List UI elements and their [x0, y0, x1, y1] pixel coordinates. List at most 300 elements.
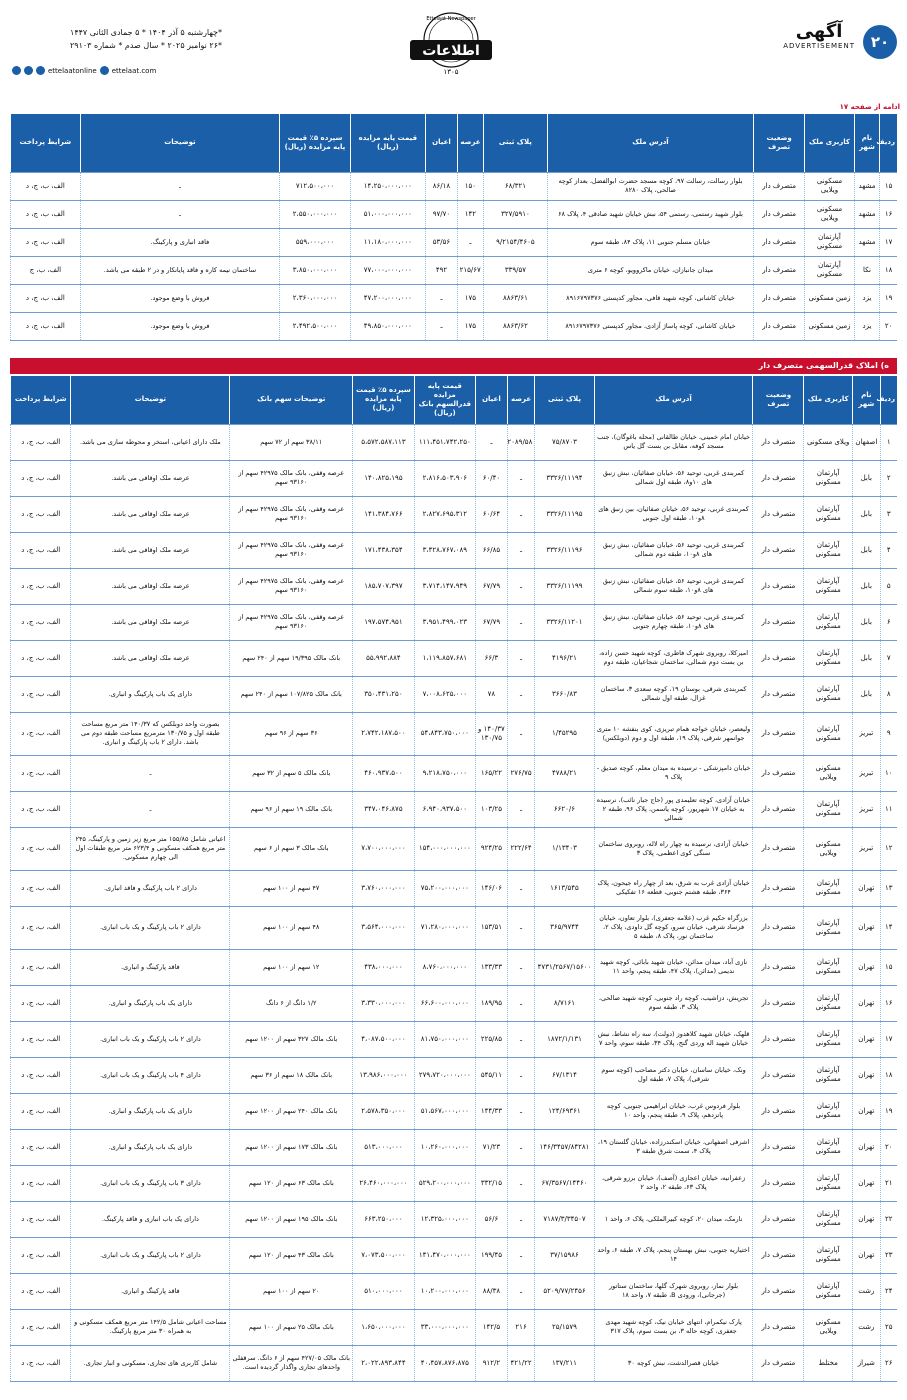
table-cell: ۲۴	[880, 1273, 897, 1309]
table-cell: شیراز	[853, 1345, 881, 1381]
table-cell: بانک مالک ۱۷۳ سهم از ۱۲۰۰ سهم	[230, 1129, 353, 1165]
table-cell: ـ	[507, 949, 535, 985]
table-cell: ۸۶/۱۸	[425, 172, 457, 200]
table-cell: ۴۸ سهم از ۱۰۰ سهم	[230, 906, 353, 949]
table-cell: آپارتمان مسکونی	[804, 640, 853, 676]
table-cell: فروش با وضع موجود.	[80, 312, 279, 340]
table-cell: ۷۱/۲۳	[476, 1129, 508, 1165]
table-cell: ۱۴۴/۳۳	[476, 1093, 508, 1129]
table-cell: اشرفی اصفهانی، خیابان اسکندرزاده، خیابان گلستان ۱۹، پلاک ۴، سمت شرق طبقه ۳	[594, 1129, 753, 1165]
table-cell: متصرف دار	[753, 712, 804, 755]
newspaper-logo	[396, 6, 506, 78]
table-cell: ۴۱۹۶/۲۱	[535, 640, 594, 676]
column-header: کاربری ملک	[804, 376, 853, 424]
table-2-header	[11, 376, 898, 424]
table-cell: ۱۴۶/۰۶	[476, 870, 508, 906]
table-cell: دارای ۲ باب پارکینگ و یک باب انباری.	[71, 1237, 230, 1273]
table-cell: ۷۵/۸۷۰۳	[535, 424, 594, 460]
table-cell: ۶۷/۷۹	[476, 568, 508, 604]
table-cell: آپارتمان مسکونی	[804, 949, 853, 985]
table-cell: ۴۹۲	[425, 256, 457, 284]
table-cell: ۲۲۲/۶۴	[507, 827, 535, 870]
table-row	[11, 1273, 898, 1309]
table-cell: ۹۷/۷۰	[425, 200, 457, 228]
table-cell: ۱۳	[880, 870, 897, 906]
table-cell: الف، ب، ج، د	[11, 460, 71, 496]
table-cell: آپارتمان مسکونی	[804, 460, 853, 496]
table-cell: بانک مالک ۶۳ سهم از ۱۲۰ سهم	[230, 1165, 353, 1201]
table-cell: نازی آباد، میدان مدائن، خیابان شهید بابائی، کوچه شهید ندیمی (مدائن)، پلاک ۴۷، طبقه پنجم، واحد ۱۱	[594, 949, 753, 985]
table-cell: ۱۱	[880, 791, 897, 827]
table-cell: ۱۰۳/۲۵	[476, 791, 508, 827]
table-cell: ـ	[507, 676, 535, 712]
table-cell: ۵۴۵/۱۱	[476, 1057, 508, 1093]
table-cell: عرصه ملک اوقافی می باشد.	[71, 568, 230, 604]
table-cell: ساختمان نیمه کاره و فاقد پایانکار و در ۲ طبقه می باشد.	[80, 256, 279, 284]
table-cell: ۶۶۳،۲۵۰،۰۰۰	[353, 1201, 414, 1237]
table-row	[11, 1021, 898, 1057]
table-cell: ۳۲۷/۵۹۱۰	[483, 200, 547, 228]
table-cell: ۲،۳۶۰،۰۰۰،۰۰۰	[280, 284, 351, 312]
table-cell: ۵۲۹،۲۰۰،۰۰۰،۰۰۰	[414, 1165, 475, 1201]
table-1-header	[11, 114, 898, 172]
table-cell: ۶۶۲۰/۶	[535, 791, 594, 827]
table-cell: متصرف دار	[753, 1273, 804, 1309]
table-cell: متصرف دار	[753, 256, 804, 284]
table-cell: خیابان قصرالدشت، نبش کوچه ۳۰	[594, 1345, 753, 1381]
table-cell: الف، ب، ج، د	[11, 827, 71, 870]
table-cell: متصرف دار	[753, 1201, 804, 1237]
column-header: سپرده ۵٪ قیمت پایه مزایده (ریال)	[280, 114, 351, 172]
table-cell: ۲۲۵/۸۵	[476, 1021, 508, 1057]
table-cell: ـ	[507, 640, 535, 676]
table-row	[11, 1201, 898, 1237]
table-cell: ۱۸۵،۷۰۷،۳۹۷	[353, 568, 414, 604]
table-cell: شامل کاربری های تجاری، مسکونی و انبار تجاری.	[71, 1345, 230, 1381]
table-cell: الف، ب، ج، د	[11, 496, 71, 532]
table-cell: ۴،۰۸۷،۵۰۰،۰۰۰	[353, 1021, 414, 1057]
table-cell: یزد	[854, 284, 880, 312]
table-cell: ۲۱۵/۶۷	[458, 256, 484, 284]
table-cell: مسکونی ویلایی	[805, 200, 854, 228]
table-cell: ۷۵،۲۰۰،۰۰۰،۰۰۰	[414, 870, 475, 906]
table-cell: اصفهان	[853, 424, 881, 460]
table-cell: ـ	[507, 1273, 535, 1309]
table-cell: ـ	[80, 200, 279, 228]
table-cell: مختلط	[804, 1345, 853, 1381]
table-cell: الف، ب، ج، د	[11, 755, 71, 791]
table-cell: ۳۳۲۶/۱۱۱۹۴	[535, 460, 594, 496]
table-cell: ۵۳/۵۶	[425, 228, 457, 256]
table-cell: بانک مالک ۱۰۷/۸۲۵ سهم از ۲۴۰ سهم	[230, 676, 353, 712]
table-cell: ۴۷،۲۰۰،۰۰۰،۰۰۰	[350, 284, 425, 312]
table-cell: ونک، خیابان ساسان، خیابان دکتر مصاحب (کوچه سوم شرقی)، پلاک ۷، طبقه اول	[594, 1057, 753, 1093]
table-row	[11, 827, 898, 870]
table-row	[11, 1093, 898, 1129]
column-header: نام شهر	[853, 376, 881, 424]
table-cell: متصرف دار	[753, 870, 804, 906]
column-header: آدرس ملک	[548, 114, 754, 172]
table-row	[11, 496, 898, 532]
table-cell: ۶۷/۱۳۱۴	[535, 1057, 594, 1093]
table-cell: مشهد	[854, 172, 880, 200]
table-cell: دارای ۳ باب پارکینگ و یک باب انباری.	[71, 1165, 230, 1201]
table-cell: ۱۵۴،۰۰۰،۰۰۰،۰۰۰	[414, 827, 475, 870]
table-row	[11, 424, 898, 460]
continuation-note: ادامه از صفحه ۱۷	[839, 103, 900, 111]
table-cell: بانک مالک ۱۸ سهم از ۳۶ سهم	[230, 1057, 353, 1093]
table-cell: عرصه ملک اوقافی می باشد.	[71, 640, 230, 676]
table-cell: متصرف دار	[753, 791, 804, 827]
table-cell: آپارتمان مسکونی	[804, 1129, 853, 1165]
table-cell: الف، ب، ج، د	[11, 172, 81, 200]
column-header: شرایط پرداخت	[11, 376, 71, 424]
table-cell: آپارتمان مسکونی	[804, 906, 853, 949]
table-cell: آپارتمان مسکونی	[804, 791, 853, 827]
table-cell: ـ	[71, 755, 230, 791]
table-cell: ۵	[880, 568, 897, 604]
table-row	[11, 568, 898, 604]
table-cell: ۳۵۰،۴۳۱،۲۵۰	[353, 676, 414, 712]
table-row	[11, 200, 898, 228]
table-cell: بلوار فردوس غرب، خیابان ابراهیمی جنوبی، کوچه پانزدهم، پلاک ۹، طبقه پنجم، واحد ۱۰	[594, 1093, 753, 1129]
table-cell: پارک نیکمرام، انتهای خیابان نیک، کوچه شهید مهدی جعفری، کوچه حاله ۳، بن بست سوم، پلاک ۳۱۷	[594, 1309, 753, 1345]
table-row	[11, 1345, 898, 1381]
table-cell: ۱۴۲	[458, 200, 484, 228]
table-cell: کمربندی غربی، توحید ۵۶، خیابان صفائیان، نبش زنبق های ۸و۱۰، طبقه چهارم جنوبی	[594, 604, 753, 640]
table-cell: متصرف دار	[753, 568, 804, 604]
table-cell: ۵۱۰،۰۰۰،۰۰۰	[353, 1273, 414, 1309]
table-cell: متصرف دار	[753, 1057, 804, 1093]
table-cell: ـ	[507, 460, 535, 496]
table-cell: ۱۰،۲۶۰،۰۰۰،۰۰۰	[414, 1129, 475, 1165]
column-header: قیمت پایه مزایده (ریال)	[350, 114, 425, 172]
table-cell: ۳۳۲۶/۱۱۱۹۶	[535, 532, 594, 568]
table-cell: بلوار رسالت، رسالت ۹۷، کوچه مسجد حضرت ابوالفضل، بعداز کوچه صالحی، پلاک ۸۲۸۰	[548, 172, 754, 200]
table-cell: متصرف دار	[753, 640, 804, 676]
table-cell: الف، ب، ج، د	[11, 712, 71, 755]
table-cell: ویلای مسکونی	[804, 424, 853, 460]
table-cell: ۱۴۲/۵	[476, 1309, 508, 1345]
table-cell: نکا	[854, 256, 880, 284]
table-cell: ۳،۴۲۸،۷۶۷،۰۸۹	[414, 532, 475, 568]
table-cell: آپارتمان مسکونی	[804, 712, 853, 755]
table-cell: تهران	[853, 1057, 881, 1093]
table-cell: الف، ب، ج، د	[11, 1057, 71, 1093]
column-header: اعیان	[476, 376, 508, 424]
table-cell: خیابان دامپزشکی - نرسیده به میدان معلم، کوچه صدیق - پلاک ۹	[594, 755, 753, 791]
table-cell: ـ	[425, 284, 457, 312]
table-cell: ۱۵۳/۵۱	[476, 906, 508, 949]
table-cell: الف، ب، ج، د	[11, 424, 71, 460]
table-cell: مسکونی ویلایی	[805, 172, 854, 200]
table-cell: ۱۴۶/۳۴۵۷/۸۴۲۸۱	[535, 1129, 594, 1165]
site-link-1[interactable]: ettelaatonline	[48, 66, 97, 75]
table-cell: تبریز	[853, 791, 881, 827]
advertisement-label	[783, 22, 855, 50]
table-cell: میدان جانبازان، خیابان ماکروویو، کوچه ۶ متری	[548, 256, 754, 284]
table-cell: الف، ب، ج، د	[11, 532, 71, 568]
table-cell: تبریز	[853, 755, 881, 791]
table-cell: ۹،۲۱۸،۷۵۰،۰۰۰	[414, 755, 475, 791]
table-cell: تجریش، دزاشیب، کوچه راد جنوبی، کوچه شهید صالحی، پلاک ۳، طبقه سوم	[594, 985, 753, 1021]
table-cell: الف، ب، ج، د	[11, 791, 71, 827]
table-cell: متصرف دار	[753, 604, 804, 640]
table-cell: ۴۹،۸۵۰،۰۰۰،۰۰۰	[350, 312, 425, 340]
table-cell: ۱۶	[880, 985, 897, 1021]
table-cell: ـ	[507, 1093, 535, 1129]
table-cell: دارای یک باب پارکینگ و انباری.	[71, 985, 230, 1021]
table-cell: ۲۷۶/۷۵	[507, 755, 535, 791]
table-cell: ۴	[880, 532, 897, 568]
table-cell: بابل	[853, 604, 881, 640]
table-cell: فروش با وضع موجود.	[80, 284, 279, 312]
table-cell: بانک مالک ۴۲۷/۰۵ سهم از ۶ دانگ. سرقفلی واحدهای تجاری واگذار گردیده است.	[230, 1345, 353, 1381]
table-cell: دارای ۴ باب پارکینگ و یک باب انباری.	[71, 1057, 230, 1093]
table-cell: ۳۶ سهم از ۹۶ سهم	[230, 712, 353, 755]
table-cell: بصورت واحد دوبلکس که ۱۴۰/۳۷ متر مربع مساحت طبقه اول و ۱۳۰/۷۵ مترمربع مساحت طبقه دوم می باشد. دارای ۲ باب پارکینگ و انباری.	[71, 712, 230, 755]
table-row	[11, 712, 898, 755]
table-cell: ۴۷۸۸/۲۱	[535, 755, 594, 791]
property-table-1	[10, 114, 897, 341]
table-cell: ۱۲	[880, 827, 897, 870]
table-cell: رشت	[853, 1309, 881, 1345]
table-cell: آپارتمان مسکونی	[804, 568, 853, 604]
table-cell: دارای یک باب انباری و فاقد پارکینگ.	[71, 1201, 230, 1237]
table-cell: ۳۳۲/۱۵	[476, 1165, 508, 1201]
table-cell: خیابان آزادی، کوچه تعلیمدی پور (حاج جبار نائب)، نرسیده به خیابان ۱۷ شهریور، کوچه یاسمن، پلاک ۹۶، طبقه ۲ شمالی	[594, 791, 753, 827]
table-cell: فاقد پارکینگ و انباری.	[71, 949, 230, 985]
table-cell: الف، ب، ج، د	[11, 985, 71, 1021]
table-cell: الف، ب، ج، د	[11, 676, 71, 712]
table-cell: ۵۲۰۹/۷۷/۲۴۵۶	[535, 1273, 594, 1309]
table-cell: ـ	[507, 496, 535, 532]
table-cell: متصرف دار	[753, 532, 804, 568]
table-cell: ۲،۸۱۶،۵۰۳،۹۰۶	[414, 460, 475, 496]
table-cell: ۱۸۹/۹۵	[476, 985, 508, 1021]
table-cell: ۱،۱۱۹،۸۵۷،۶۸۱	[414, 640, 475, 676]
table-cell: ۲۷۹،۷۲۰،۰۰۰،۰۰۰	[414, 1057, 475, 1093]
table-row	[11, 228, 898, 256]
table-cell: دارای یک باب پارکینگ و انباری.	[71, 1093, 230, 1129]
table-cell: دارای یک باب پارکینگ و انباری.	[71, 676, 230, 712]
table-row	[11, 640, 898, 676]
table-cell: خیابان کاشانی، کوچه شهید قافی، مجاور کدپستی ۸۹۱۶۷۹۷۳۷۶	[548, 284, 754, 312]
table-row	[11, 172, 898, 200]
table-cell: ۲،۴۹۲،۵۰۰،۰۰۰	[280, 312, 351, 340]
table-cell: ـ	[507, 1165, 535, 1201]
table-cell: الف، ب، ج، د	[11, 604, 71, 640]
table-row	[11, 532, 898, 568]
table-row	[11, 676, 898, 712]
table-cell: ۷،۷۰۰،۰۰۰،۰۰۰	[353, 827, 414, 870]
table-cell: ۳۳۹/۵۷	[483, 256, 547, 284]
table-cell: ۸۸۶۳/۶۲	[483, 312, 547, 340]
column-header: کاربری ملک	[805, 114, 854, 172]
table-cell: ملک دارای اعیانی، استخر و محوطه سازی می باشد.	[71, 424, 230, 460]
table-cell: عرصه وقفی، بانک مالک ۴۲۹۷۵ سهم از ۹۳۱۶۰ سهم	[230, 532, 353, 568]
table-cell: بانک مالک ۴۳ سهم از ۱۲۰ سهم	[230, 1237, 353, 1273]
table-cell: خیابان مسلم جنوبی ۱۱، پلاک ۸۴، طبقه سوم	[548, 228, 754, 256]
table-cell: آپارتمان مسکونی	[804, 532, 853, 568]
column-header: سپرده ۵٪ قیمت پایه مزایده (ریال)	[353, 376, 414, 424]
table-cell: ۱۴۱،۴۷۰،۰۰۰،۰۰۰	[414, 1237, 475, 1273]
table-cell: ۳،۳۳۰،۰۰۰،۰۰۰	[353, 985, 414, 1021]
table-cell: آپارتمان مسکونی	[804, 985, 853, 1021]
table-cell: ۱۶۱۳/۵۴۵	[535, 870, 594, 906]
table-cell: آپارتمان مسکونی	[805, 228, 854, 256]
table-cell: تهران	[853, 1093, 881, 1129]
table-cell: ۲۰ سهم از ۱۰۰ سهم	[230, 1273, 353, 1309]
table-cell: بانک مالک ۲۴۰ سهم از ۱۲۰۰ سهم	[230, 1093, 353, 1129]
column-header: عرصه	[507, 376, 535, 424]
table-cell: ۷،۰۷۳،۵۰۰،۰۰۰	[353, 1237, 414, 1273]
table-cell: ۱۴،۲۵۰،۰۰۰،۰۰۰	[350, 172, 425, 200]
table-cell: بابل	[853, 532, 881, 568]
table-cell: ۴۳۸،۰۰۰،۰۰۰	[353, 949, 414, 985]
table-cell: مساحت اعیانی شامل ۱۴۲/۵ متر مربع همکف مسکونی و به همراه ۳۰ متر مربع پارکینگ.	[71, 1309, 230, 1345]
table-cell: خیابان آزادی غرب به شرق، بعد از چهار راه جیحون، پلاک ۳۶۴، طبقه هشتم جنوبی، قطعه ۱۶ تفکیکی	[594, 870, 753, 906]
table-cell: الف، ب، ج	[11, 256, 81, 284]
table-cell: بانک مالک ۵ سهم از ۳۲ سهم	[230, 755, 353, 791]
table-row	[11, 1057, 898, 1093]
column-header: آدرس ملک	[594, 376, 753, 424]
table-row	[11, 1237, 898, 1273]
table-cell: ۱۴۱،۳۸۴،۷۶۶	[353, 496, 414, 532]
table-cell: ۱/۱۳۴۰۳	[535, 827, 594, 870]
table-cell: ـ	[507, 870, 535, 906]
table-cell: ۱۲،۳۲۵،۰۰۰،۰۰۰	[414, 1201, 475, 1237]
column-header: قیمت پایه مزایده قدرالسهم بانک (ریال)	[414, 376, 475, 424]
table-cell: مسکونی ویلایی	[804, 1309, 853, 1345]
table-row	[11, 604, 898, 640]
table-cell: ۱۷	[880, 1021, 897, 1057]
table-cell: ۳،۹۵۱،۴۹۹،۰۲۳	[414, 604, 475, 640]
table-cell: یزد	[854, 312, 880, 340]
table-cell: ۱۲۴/۶۹۳۶۱	[535, 1093, 594, 1129]
table-cell: ـ	[507, 906, 535, 949]
table-cell: ۸/۷۱۶۱	[535, 985, 594, 1021]
column-header: وضعیت تصرف	[753, 376, 804, 424]
table-cell: الف، ب، ج، د	[11, 1129, 71, 1165]
table-cell: ۶۷/۳۵۶۷/۱۴۴۶۰	[535, 1165, 594, 1201]
telegram-icon[interactable]	[24, 66, 33, 75]
column-header: توضیحات	[71, 376, 230, 424]
table-cell: بانک مالک ۳ سهم از ۶ سهم	[230, 827, 353, 870]
date-line-2: *۲۶ نوامبر ۲۰۲۵ * سال صدم * شماره ۲۹۱۰۳	[69, 41, 222, 50]
table-cell: متصرف دار	[753, 985, 804, 1021]
table-cell: آپارتمان مسکونی	[804, 604, 853, 640]
site-link-2[interactable]: ettelaat.com	[111, 66, 157, 75]
table-cell: ۹/۲۱۵۴/۴۶۰۵	[483, 228, 547, 256]
table-cell: ۸	[880, 676, 897, 712]
table-cell: ۲۰۸۹/۵۸	[507, 424, 535, 460]
table-cell: الف، ب، ج، د	[11, 1021, 71, 1057]
table-cell: ۲،۰۲۲،۸۹۳،۸۴۴	[353, 1345, 414, 1381]
table-cell: تهران	[853, 1165, 881, 1201]
table-cell: ـ	[507, 791, 535, 827]
table-row	[11, 985, 898, 1021]
table-cell: متصرف دار	[753, 1021, 804, 1057]
table-cell: کمربندی غربی، توحید ۵۶، خیابان صفائیان، بین زنبق های ۸و۱۰، طبقه اول جنوبی	[594, 496, 753, 532]
table-cell: ۷،۰۰۸،۶۲۵،۰۰۰	[414, 676, 475, 712]
table-cell: ۲۵	[880, 1309, 897, 1345]
table-cell: الف، ب، ج، د	[11, 200, 81, 228]
table-cell: ۱۰،۲۰۰،۰۰۰،۰۰۰	[414, 1273, 475, 1309]
table-row	[11, 906, 898, 949]
table-cell: متصرف دار	[753, 1093, 804, 1129]
ad-fa: آگهی	[795, 21, 843, 42]
table-cell: متصرف دار	[753, 284, 804, 312]
table-cell: الف، ب، ج، د	[11, 1345, 71, 1381]
logo-text: اطلاعات	[422, 43, 480, 59]
table-cell: ۳۳،۰۰۰،۰۰۰،۰۰۰	[414, 1309, 475, 1345]
table-cell: ۲،۸۲۷،۶۹۵،۳۱۲	[414, 496, 475, 532]
table-cell: ۳۶۵/۹۷۴۴	[535, 906, 594, 949]
table-cell: ۷	[880, 640, 897, 676]
table-cell: تهران	[853, 1129, 881, 1165]
table-cell: متصرف دار	[753, 1129, 804, 1165]
table-cell: ـ	[71, 791, 230, 827]
table-cell: بانک مالک ۱۹ سهم از ۹۶ سهم	[230, 791, 353, 827]
table-cell: متصرف دار	[753, 496, 804, 532]
table-cell: ۳۳۲۶/۱۱۱۹۹	[535, 568, 594, 604]
column-header: پلاک ثبتی	[483, 114, 547, 172]
table-cell: آپارتمان مسکونی	[804, 676, 853, 712]
table-cell: ـ	[507, 1021, 535, 1057]
web-icon[interactable]	[100, 66, 109, 75]
table-cell: الف، ب، ج، د	[11, 949, 71, 985]
table-cell: ـ	[507, 985, 535, 1021]
table-cell: ۱۶۵/۲۲	[476, 755, 508, 791]
table-cell: عرصه ملک اوقافی می باشد.	[71, 532, 230, 568]
table-cell: متصرف دار	[753, 949, 804, 985]
instagram-icon[interactable]	[12, 66, 21, 75]
twitter-icon[interactable]	[36, 66, 45, 75]
table-cell: بانک مالک ۲۵ سهم از ۱۰۰ سهم	[230, 1309, 353, 1345]
table-cell: ۲۵/۱۵۷۹	[535, 1309, 594, 1345]
table-cell: ۱/۲ دانگ از ۶ دانگ	[230, 985, 353, 1021]
table-cell: ـ	[507, 712, 535, 755]
table-row	[11, 312, 898, 340]
table-cell: مسکونی ویلایی	[804, 827, 853, 870]
table-cell: ۷۷،۰۰۰،۰۰۰،۰۰۰	[350, 256, 425, 284]
table-cell: ۲۶،۴۶۰،۰۰۰،۰۰۰	[353, 1165, 414, 1201]
table-cell: ۵،۵۷۲،۵۸۷،۱۱۳	[353, 424, 414, 460]
table-cell: ۱۳۷/۲۱۱	[535, 1345, 594, 1381]
table-cell: ۶۰/۴۰	[476, 460, 508, 496]
table-cell: ۱۹	[880, 284, 897, 312]
table-cell: ـ	[507, 1237, 535, 1273]
table-cell: ۹۱۲/۲	[476, 1345, 508, 1381]
table-row	[11, 1165, 898, 1201]
table-cell: ۱۵	[880, 172, 897, 200]
table-cell: آپارتمان مسکونی	[804, 1273, 853, 1309]
table-cell: ۱/۴۵۲۹۵	[535, 712, 594, 755]
table-cell: ۱۷۵	[458, 312, 484, 340]
table-cell: ۲	[880, 460, 897, 496]
table-cell: آپارتمان مسکونی	[804, 496, 853, 532]
table-cell: مسکونی ویلایی	[804, 755, 853, 791]
table-cell: ۶۷/۷۹	[476, 604, 508, 640]
table-cell: ۱۴	[880, 906, 897, 949]
table-cell: ۴۰،۴۵۷،۸۷۶،۸۷۵	[414, 1345, 475, 1381]
table-row	[11, 791, 898, 827]
table-cell: مشهد	[854, 200, 880, 228]
table-cell: ۴۷۳۱/۲۵۶۷/۱۵۶۰۰	[535, 949, 594, 985]
table-cell: ۵۵،۹۹۲،۸۸۴	[353, 640, 414, 676]
table-cell: الف، ب، ج، د	[11, 906, 71, 949]
